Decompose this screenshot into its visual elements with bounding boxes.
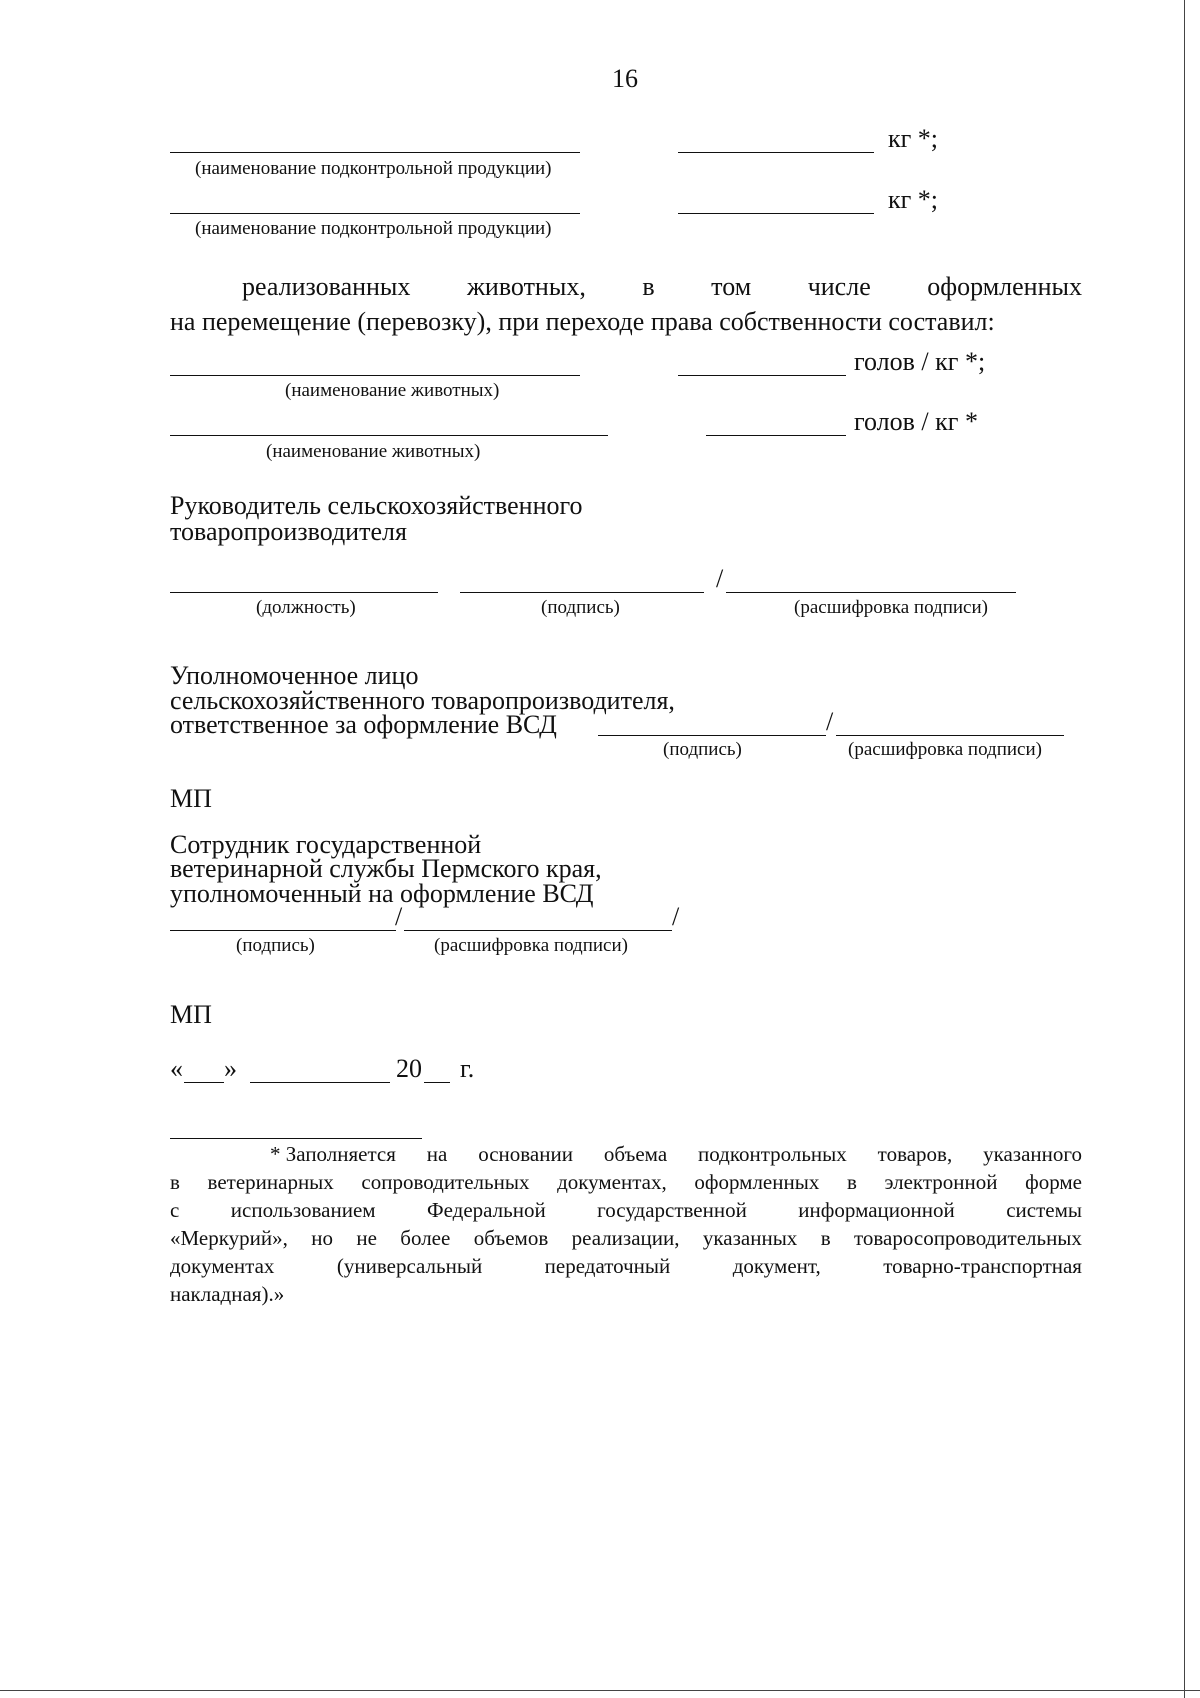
head-caption-signature: (подпись) [541, 597, 620, 618]
head-title-line-2: товаропроизводителя [170, 517, 407, 546]
footnote-line-3 [170, 1198, 1082, 1223]
word: товарно-транспортная [883, 1254, 1082, 1278]
word: реализованных [242, 272, 411, 301]
vet-caption-signature: (подпись) [236, 935, 315, 956]
footnote-line-6: накладная).» [170, 1282, 285, 1306]
vet-line-2: ветеринарной службы Пермского края, [170, 854, 602, 883]
word: указанного [983, 1142, 1082, 1166]
head-caption-position: (должность) [256, 597, 356, 618]
word: животных, [466, 272, 586, 301]
animal-unit-1: голов / кг *; [854, 347, 986, 376]
word: не [356, 1226, 377, 1250]
product-name-line-1 [170, 152, 580, 153]
vet-slash-1: / [395, 902, 403, 931]
date-year-suffix: г. [460, 1054, 475, 1083]
word: товаров, [877, 1142, 953, 1166]
word: в [820, 1226, 831, 1250]
product-qty-line-1 [678, 152, 874, 153]
page-number: 16 [612, 64, 638, 93]
vet-line-3: уполномоченный на оформление ВСД [170, 879, 594, 908]
date-year-prefix: 20 [396, 1054, 422, 1083]
word: оформленных [694, 1170, 820, 1194]
authorized-slash: / [826, 707, 834, 736]
word: подконтрольных [698, 1142, 847, 1166]
authorized-line-1: Уполномоченное лицо [170, 661, 419, 690]
vet-caption-decoding: (расшифровка подписи) [434, 935, 628, 956]
product-caption-2: (наименование подконтрольной продукции) [195, 218, 552, 239]
word: объема [603, 1142, 668, 1166]
head-title-line-1: Руководитель сельскохозяйственного [170, 491, 583, 520]
word: документах, [557, 1170, 667, 1194]
animal-name-line-2 [170, 435, 608, 436]
animals-paragraph-line-2: на перемещение (перевозку), при переходе права собственности составил: [170, 307, 995, 336]
authorized-signature-line [598, 735, 826, 736]
word: с [170, 1198, 180, 1222]
product-unit-1: кг *; [888, 124, 939, 153]
page-edge-right [1184, 0, 1185, 1698]
authorized-line-3: ответственное за оформление ВСД [170, 710, 557, 739]
word: в [846, 1170, 857, 1194]
animal-caption-2: (наименование животных) [266, 441, 481, 462]
head-caption-decoding: (расшифровка подписи) [794, 597, 988, 618]
date-open-quote: « [170, 1054, 183, 1083]
animal-qty-line-1 [678, 375, 846, 376]
page-edge-bottom [0, 1690, 1200, 1691]
word: Федеральной [427, 1198, 546, 1222]
word: документ, [732, 1254, 821, 1278]
word: ветеринарных [207, 1170, 334, 1194]
word: основании [478, 1142, 573, 1166]
word: том [711, 272, 752, 301]
date-year-line [424, 1082, 450, 1083]
word: реализации, [571, 1226, 680, 1250]
word: более [400, 1226, 451, 1250]
stamp-mark-2: МП [170, 1000, 212, 1029]
product-qty-line-2 [678, 213, 874, 214]
head-position-line [170, 592, 438, 593]
product-unit-2: кг *; [888, 185, 939, 214]
stamp-mark-1: МП [170, 784, 212, 813]
animal-unit-2: голов / кг * [854, 407, 978, 436]
head-decoding-line [726, 592, 1016, 593]
animal-name-line-1 [170, 375, 580, 376]
word: передаточный [544, 1254, 671, 1278]
authorized-caption-decoding: (расшифровка подписи) [848, 739, 1042, 760]
authorized-caption-signature: (подпись) [663, 739, 742, 760]
word: «Меркурий», [170, 1226, 288, 1250]
animal-qty-line-2 [706, 435, 846, 436]
word: системы [1006, 1198, 1082, 1222]
word: указанных [702, 1226, 798, 1250]
word: но [311, 1226, 333, 1250]
word: сопроводительных [361, 1170, 530, 1194]
authorized-line-2: сельскохозяйственного товаропроизводителя, [170, 686, 675, 715]
word: информационной [798, 1198, 955, 1222]
word: объемов [473, 1226, 549, 1250]
word: товаросопроводительных [853, 1226, 1082, 1250]
date-month-line [250, 1082, 390, 1083]
footnote-line-2 [170, 1170, 1082, 1195]
word: документах [170, 1254, 275, 1278]
footnote-line-1 [270, 1142, 1082, 1167]
footnote-line-5 [170, 1254, 1082, 1279]
word: * Заполняется [270, 1142, 396, 1166]
word: (универсальный [336, 1254, 483, 1278]
word: числе [807, 272, 871, 301]
word: оформленных [927, 272, 1082, 301]
authorized-decoding-line [836, 735, 1064, 736]
vet-decoding-line [404, 930, 672, 931]
word: государственной [597, 1198, 747, 1222]
word: использованием [230, 1198, 376, 1222]
word: электронной [884, 1170, 998, 1194]
word: в [170, 1170, 180, 1194]
animal-caption-1: (наименование животных) [285, 380, 500, 401]
word: в [642, 272, 655, 301]
word: форме [1025, 1170, 1082, 1194]
vet-line-1: Сотрудник государственной [170, 830, 482, 859]
vet-slash-2: / [672, 902, 680, 931]
animals-paragraph-line-1 [242, 272, 1082, 302]
date-close-quote: » [224, 1054, 237, 1083]
head-slash: / [716, 564, 724, 593]
footnote-separator [170, 1138, 422, 1139]
product-caption-1: (наименование подконтрольной продукции) [195, 158, 552, 179]
product-name-line-2 [170, 213, 580, 214]
footnote-line-4 [170, 1226, 1082, 1251]
head-signature-line [460, 592, 704, 593]
date-day-line [184, 1082, 224, 1083]
vet-signature-line [170, 930, 396, 931]
word: на [426, 1142, 448, 1166]
